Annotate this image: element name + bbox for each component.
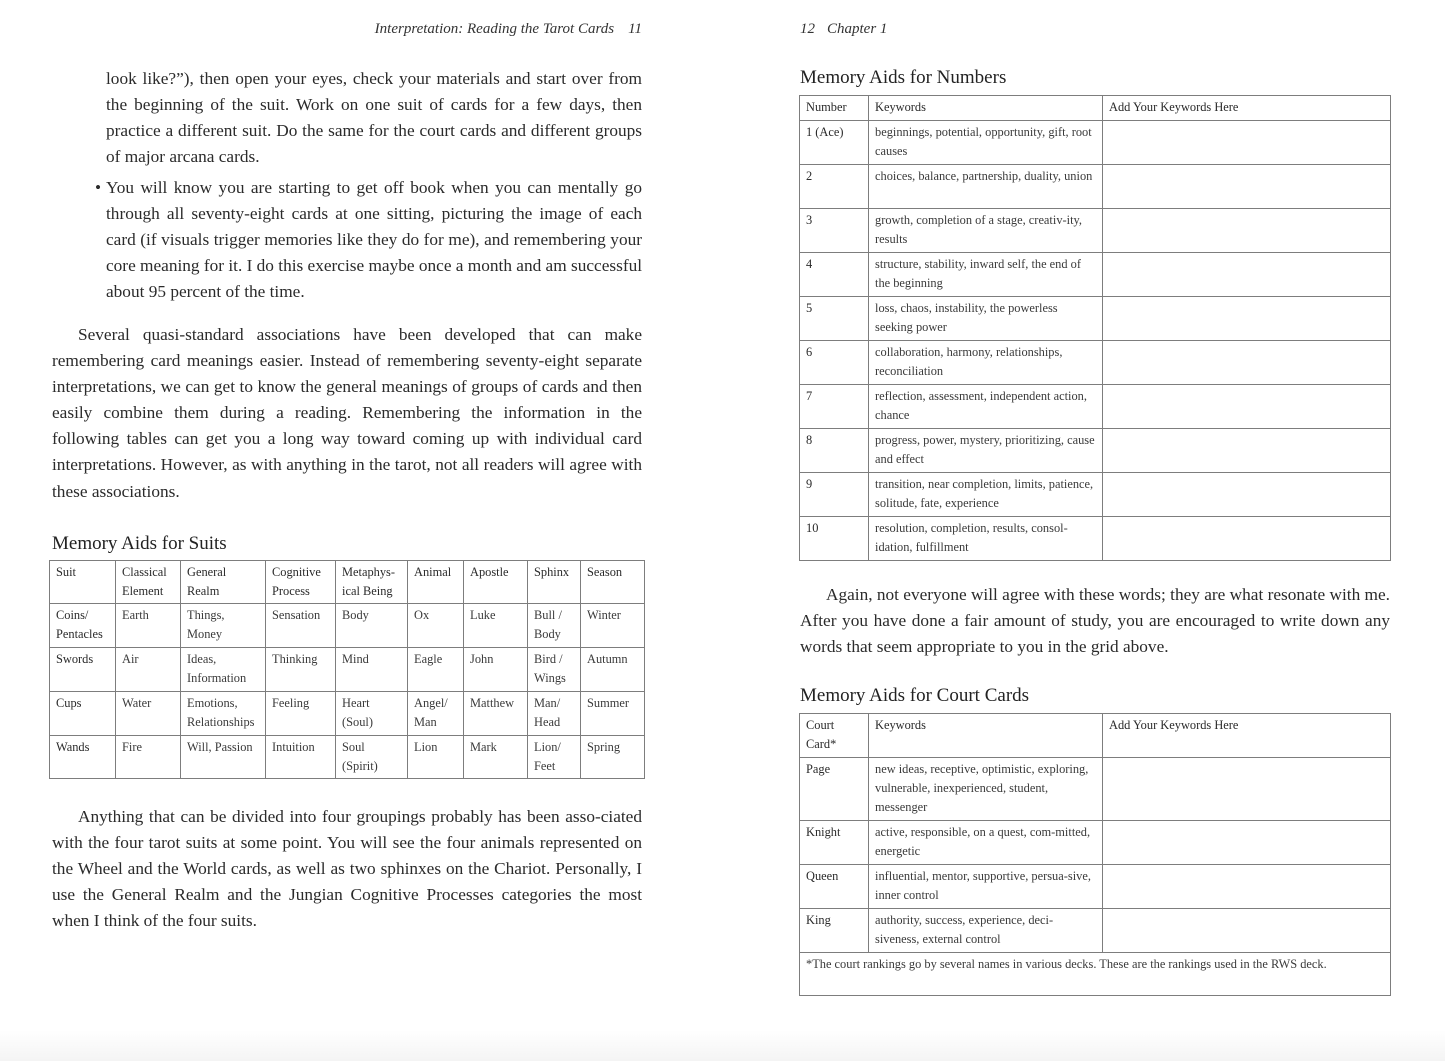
table-cell: Winter — [581, 604, 645, 648]
table-cell: John — [464, 648, 528, 692]
table-cell: Swords — [50, 648, 116, 692]
table-cell: growth, completion of a stage, creativ-ity, results — [869, 209, 1103, 253]
table-header-row — [50, 561, 645, 604]
table-cell: Summer — [581, 692, 645, 736]
table-cell: beginnings, potential, opportunity, gift, root causes — [869, 121, 1103, 165]
bottom-edge — [0, 1030, 1445, 1061]
table-cell: collaboration, harmony, relationships, reconciliation — [869, 341, 1103, 385]
running-head-title: Chapter 1 — [827, 21, 888, 37]
table-row — [800, 429, 1391, 473]
table-cell: 3 — [800, 209, 869, 253]
column-header: General Realm — [181, 561, 266, 604]
table-cell: Soul (Spirit) — [336, 736, 408, 779]
table-row — [800, 385, 1391, 429]
table-header-row — [800, 714, 1391, 758]
court-table-title: Memory Aids for Court Cards — [800, 685, 1030, 706]
page-number: 12 — [800, 21, 815, 37]
table-cell: Feeling — [266, 692, 336, 736]
table-cell: Will, Passion — [181, 736, 266, 779]
keyword-entry-cell[interactable] — [1103, 297, 1391, 341]
keyword-entry-cell[interactable] — [1103, 758, 1391, 821]
keyword-entry-cell[interactable] — [1103, 821, 1391, 865]
table-row — [800, 165, 1391, 209]
table-cell: 10 — [800, 517, 869, 561]
table-cell: Man/ Head — [528, 692, 581, 736]
table-cell: 6 — [800, 341, 869, 385]
column-header: Cognitive Process — [266, 561, 336, 604]
table-row — [50, 736, 645, 779]
body-paragraph: Anything that can be divided into four groupings probably has been asso-ciated with the four tarot suits at some point. You will see the four animals represented on the Wheel and the World cards, as well as two sphinxes on the Chariot. Personally, I use the General Realm and the Jungian Cognitive Processes categories the most when I think of the four suits. — [52, 807, 642, 931]
table-cell: 8 — [800, 429, 869, 473]
table-cell: Lion/ Feet — [528, 736, 581, 779]
column-header: Keywords — [869, 714, 1103, 758]
continued-paragraph: look like?”), then open your eyes, check your materials and start over from the beginning of the suit. Work on one suit of cards for a few days, then practice a different suit. Do the same for the court cards and different groups of major arcana cards. — [106, 69, 642, 167]
body-paragraph: Again, not everyone will agree with these words; they are what resonate with me. After you have done a fair amount of study, you are encouraged to write down any words that seem appropriate to you in the grid above. — [800, 585, 1390, 657]
keyword-entry-cell[interactable] — [1103, 909, 1391, 953]
column-header: Season — [581, 561, 645, 604]
table-cell: Thinking — [266, 648, 336, 692]
table-row — [50, 604, 645, 648]
table-cell: Fire — [116, 736, 181, 779]
table-cell: structure, stability, inward self, the end of the beginning — [869, 253, 1103, 297]
table-row — [800, 473, 1391, 517]
table-cell: transition, near completion, limits, patience, solitude, fate, experience — [869, 473, 1103, 517]
table-cell: Air — [116, 648, 181, 692]
keyword-entry-cell[interactable] — [1103, 341, 1391, 385]
table-cell: Page — [800, 758, 869, 821]
table-cell: Mind — [336, 648, 408, 692]
table-cell: active, responsible, on a quest, com-mitted, energetic — [869, 821, 1103, 865]
body-paragraph: Several quasi-standard associations have been developed that can make remembering card meanings easier. Instead of remembering seventy-eight separate interpretations, we can get to know the general meanings of groups of cards and then easily combine them during a reading. Remembering the information in the following tables can get you a long way toward coming up with individual card interpretations. However, as with anything in the tarot, not all readers will agree with these associations. — [52, 325, 642, 501]
table-cell: Spring — [581, 736, 645, 779]
table-row — [800, 297, 1391, 341]
table-cell: Cups — [50, 692, 116, 736]
page-number: 11 — [628, 21, 642, 37]
keyword-entry-cell[interactable] — [1103, 385, 1391, 429]
table-row — [800, 341, 1391, 385]
running-head-title: Interpretation: Reading the Tarot Cards — [374, 21, 615, 37]
table-row — [800, 909, 1391, 953]
table-cell: Body — [336, 604, 408, 648]
keyword-entry-cell[interactable] — [1103, 865, 1391, 909]
table-cell: Luke — [464, 604, 528, 648]
table-cell: Lion — [408, 736, 464, 779]
table-row — [800, 821, 1391, 865]
table-cell: Eagle — [408, 648, 464, 692]
column-header: Keywords — [869, 96, 1103, 121]
table-cell: 5 — [800, 297, 869, 341]
keyword-entry-cell[interactable] — [1103, 121, 1391, 165]
table-cell: Ox — [408, 604, 464, 648]
table-cell: Mark — [464, 736, 528, 779]
column-header: Number — [800, 96, 869, 121]
table-cell: Water — [116, 692, 181, 736]
numbers-table-title: Memory Aids for Numbers — [800, 67, 1007, 88]
column-header: Classical Element — [116, 561, 181, 604]
table-cell: Autumn — [581, 648, 645, 692]
suits-table-title: Memory Aids for Suits — [52, 533, 227, 554]
court-cards-table — [799, 713, 1391, 996]
table-cell: Earth — [116, 604, 181, 648]
column-header: Apostle — [464, 561, 528, 604]
table-cell: Bird / Wings — [528, 648, 581, 692]
running-head-right — [800, 21, 887, 38]
keyword-entry-cell[interactable] — [1103, 517, 1391, 561]
column-header: Metaphys-ical Being — [336, 561, 408, 604]
bullet-list-item: • You will know you are starting to get off book when you can mentally go through all seventy-eight cards at one sitting, picturing the image of each card (if visuals trigger memories like they do for me), and remembering your core meaning for it. I do this exercise maybe once a month and am successful about 95 percent of the time. — [106, 175, 642, 305]
table-cell: 7 — [800, 385, 869, 429]
table-cell: new ideas, receptive, optimistic, exploring, vulnerable, inexperienced, student, messenger — [869, 758, 1103, 821]
table-cell: 4 — [800, 253, 869, 297]
table-cell: 2 — [800, 165, 869, 209]
column-header: Court Card* — [800, 714, 869, 758]
table-cell: Bull / Body — [528, 604, 581, 648]
table-row — [50, 692, 645, 736]
table-row — [800, 517, 1391, 561]
table-footnote: *The court rankings go by several names in various decks. These are the rankings used in the RWS deck. — [800, 953, 1391, 996]
table-cell: Emotions, Relationships — [181, 692, 266, 736]
table-cell: reflection, assessment, independent action, chance — [869, 385, 1103, 429]
column-header: Add Your Keywords Here — [1103, 96, 1391, 121]
keyword-entry-cell[interactable] — [1103, 429, 1391, 473]
table-cell: progress, power, mystery, prioritizing, cause and effect — [869, 429, 1103, 473]
table-cell: King — [800, 909, 869, 953]
column-header: Suit — [50, 561, 116, 604]
table-cell: Knight — [800, 821, 869, 865]
table-cell: Sensation — [266, 604, 336, 648]
table-cell: choices, balance, partnership, duality, union — [869, 165, 1103, 209]
table-cell: Ideas, Information — [181, 648, 266, 692]
table-row — [800, 758, 1391, 821]
keyword-entry-cell[interactable] — [1103, 253, 1391, 297]
suits-table — [49, 560, 645, 779]
running-head-left — [375, 21, 642, 38]
table-footnote-row — [800, 953, 1391, 996]
table-cell: Matthew — [464, 692, 528, 736]
right-page — [722, 0, 1445, 1061]
table-cell: loss, chaos, instability, the powerless seeking power — [869, 297, 1103, 341]
keyword-entry-cell[interactable] — [1103, 209, 1391, 253]
table-row — [800, 209, 1391, 253]
table-cell: Things, Money — [181, 604, 266, 648]
table-cell: Heart (Soul) — [336, 692, 408, 736]
table-cell: Wands — [50, 736, 116, 779]
table-header-row — [800, 96, 1391, 121]
table-cell: Angel/ Man — [408, 692, 464, 736]
table-cell: 9 — [800, 473, 869, 517]
column-header: Animal — [408, 561, 464, 604]
column-header: Sphinx — [528, 561, 581, 604]
table-cell: Queen — [800, 865, 869, 909]
column-header: Add Your Keywords Here — [1103, 714, 1391, 758]
table-cell: resolution, completion, results, consol-idation, fulfillment — [869, 517, 1103, 561]
table-row — [800, 253, 1391, 297]
bullet-icon: • — [95, 178, 102, 197]
keyword-entry-cell[interactable] — [1103, 165, 1391, 209]
table-row — [800, 121, 1391, 165]
table-cell: Coins/ Pentacles — [50, 604, 116, 648]
table-row — [50, 648, 645, 692]
table-cell: Intuition — [266, 736, 336, 779]
keyword-entry-cell[interactable] — [1103, 473, 1391, 517]
table-cell: 1 (Ace) — [800, 121, 869, 165]
numbers-table — [799, 95, 1391, 561]
table-cell: influential, mentor, supportive, persua-sive, inner control — [869, 865, 1103, 909]
left-page — [0, 0, 720, 1061]
table-cell: authority, success, experience, deci-siveness, external control — [869, 909, 1103, 953]
table-row — [800, 865, 1391, 909]
